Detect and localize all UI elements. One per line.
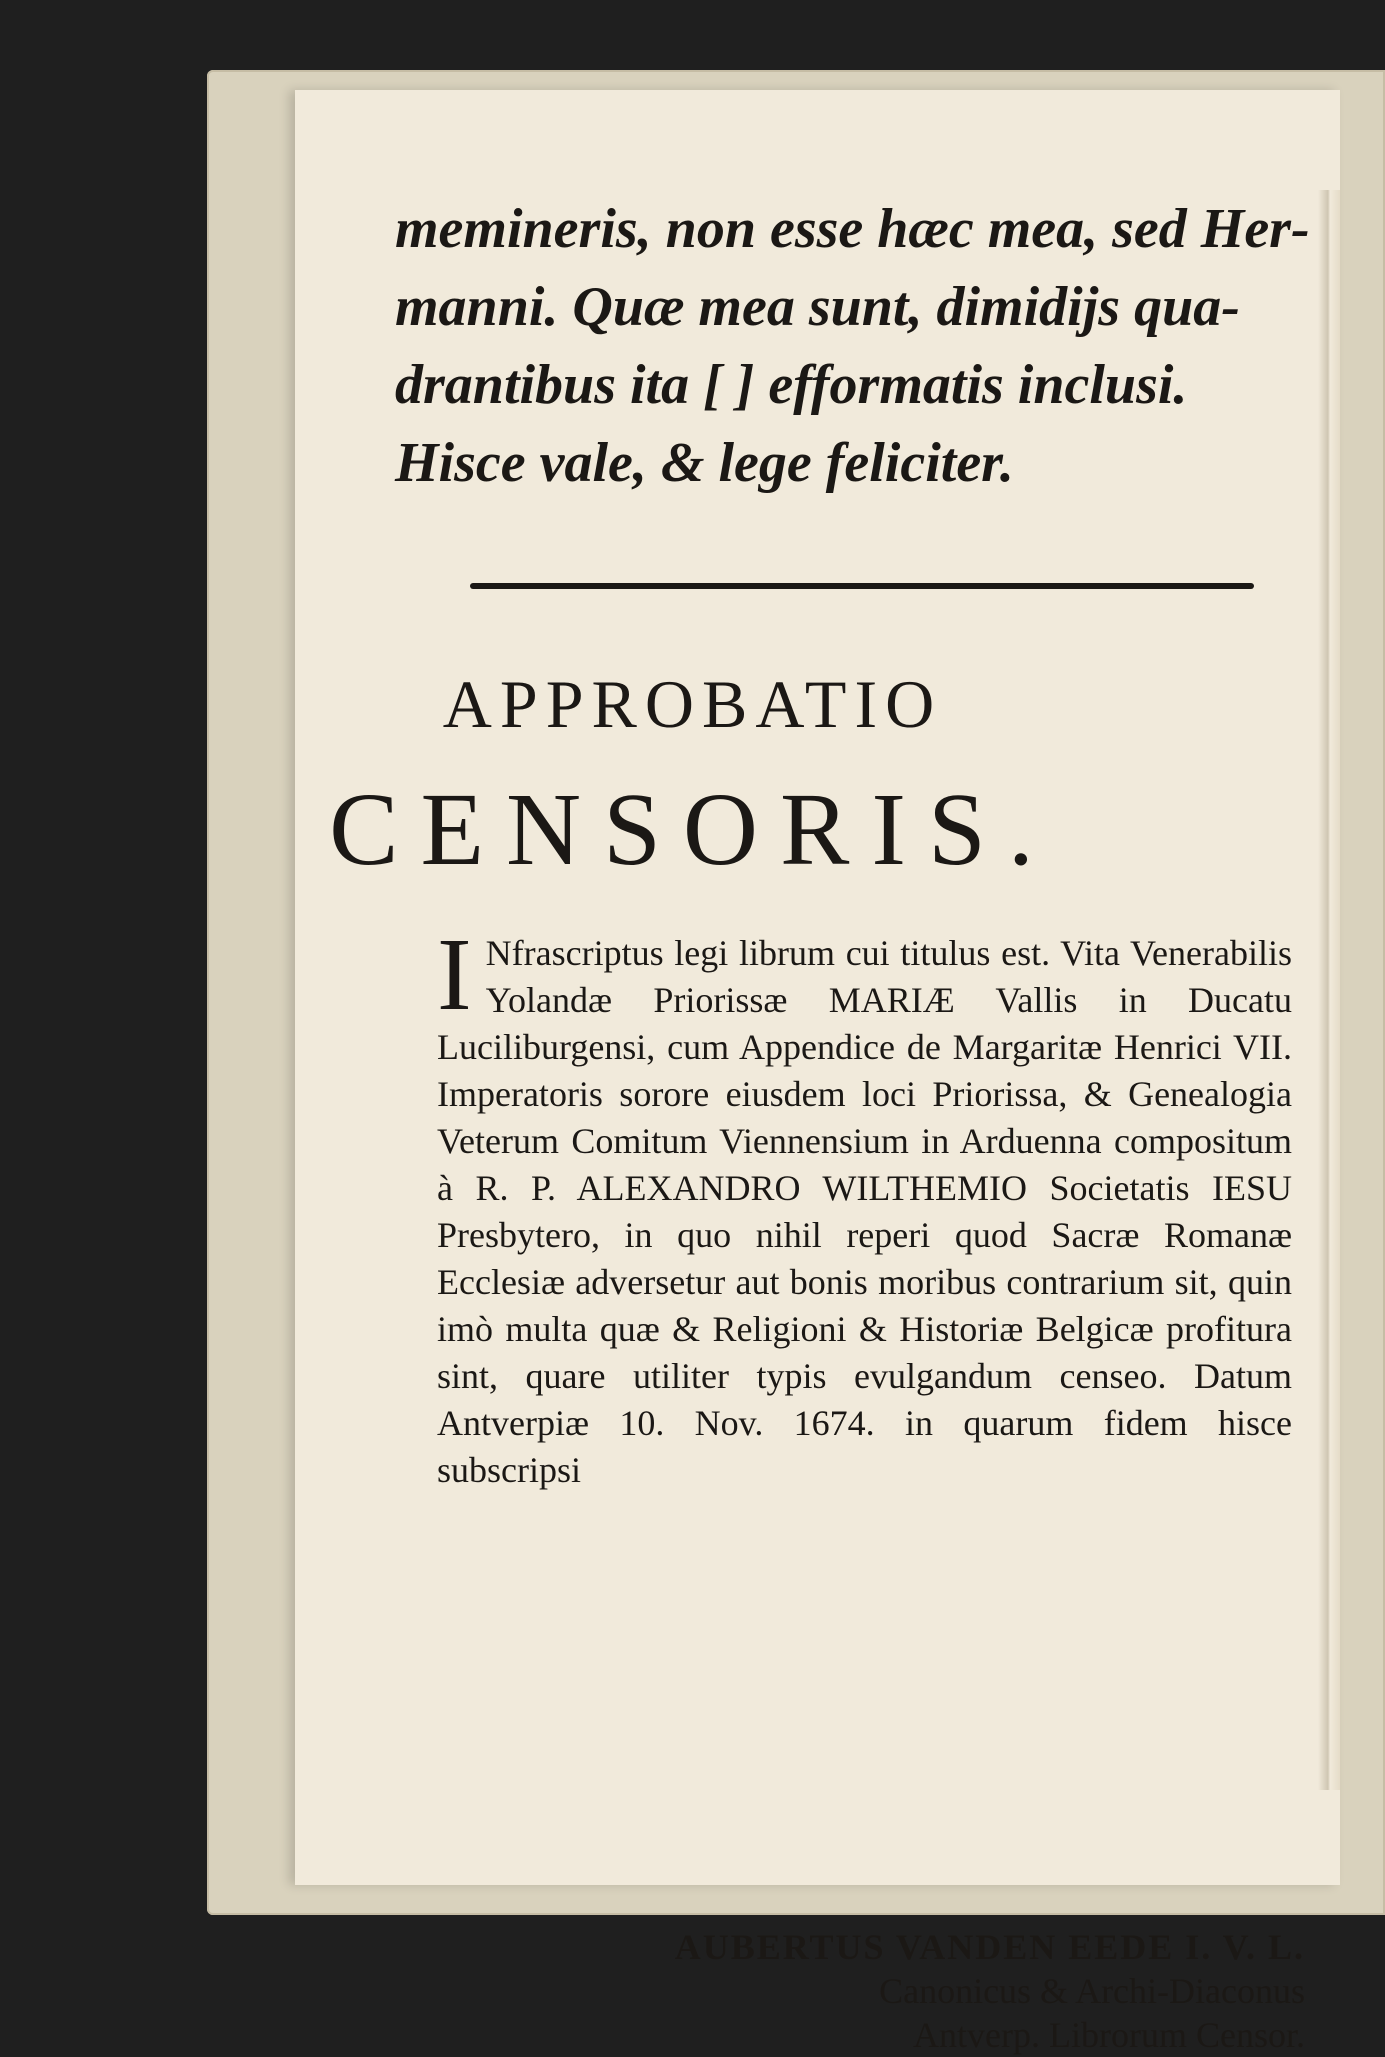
censor-name: AUBERTUS VANDEN EEDE I. V. L. bbox=[674, 1927, 1305, 1967]
heading-approbatio: APPROBATIO bbox=[442, 666, 943, 742]
drop-cap: I bbox=[437, 917, 472, 1032]
censor-signature bbox=[675, 1925, 1305, 2057]
continued-line: Hisce vale, & lege feliciter. bbox=[395, 432, 1014, 494]
censor-title: Canonicus & Archi-Diaconus bbox=[879, 1971, 1305, 2011]
continued-line: drantibus ita [ ] efformatis inclusi. bbox=[395, 354, 1188, 416]
heading-censoris: CENSORIS. bbox=[329, 772, 1056, 887]
approval-paragraph bbox=[437, 917, 1292, 1494]
page-edge bbox=[1318, 190, 1340, 1790]
censor-office: Antverp. Librorum Censor. bbox=[913, 2015, 1305, 2055]
continued-line: memineris, non esse hæc mea, sed Her- bbox=[395, 198, 1310, 260]
continued-line: manni. Quæ mea sunt, dimidijs qua- bbox=[395, 276, 1240, 338]
continued-paragraph bbox=[395, 190, 1310, 502]
section-divider bbox=[470, 583, 1254, 589]
approval-text: Nfrascriptus legi librum cui titulus est. Vita Venerabilis Yolandæ Priorissæ MARIÆ Vallis in Ducatu Luciliburgensi, cum Appendice de Margaritæ Henrici VII. Imperatoris sorore eiusdem loci Priorissa, & Genealogia Veterum Comitum Viennensium in Arduenna compositum à R. P. ALEXANDRO WILTHEMIO Societatis IESU Presbytero, in quo nihil reperi quod Sacræ Romanæ Ecclesiæ adversetur aut bonis moribus contrarium sit, quin imò multa quæ & Religioni & Historiæ Belgicæ profitura sint, quare utiliter typis evulgandum censeo. Datum Antverpiæ 10. Nov. 1674. in quarum fidem hisce subscripsi bbox=[437, 933, 1292, 1490]
